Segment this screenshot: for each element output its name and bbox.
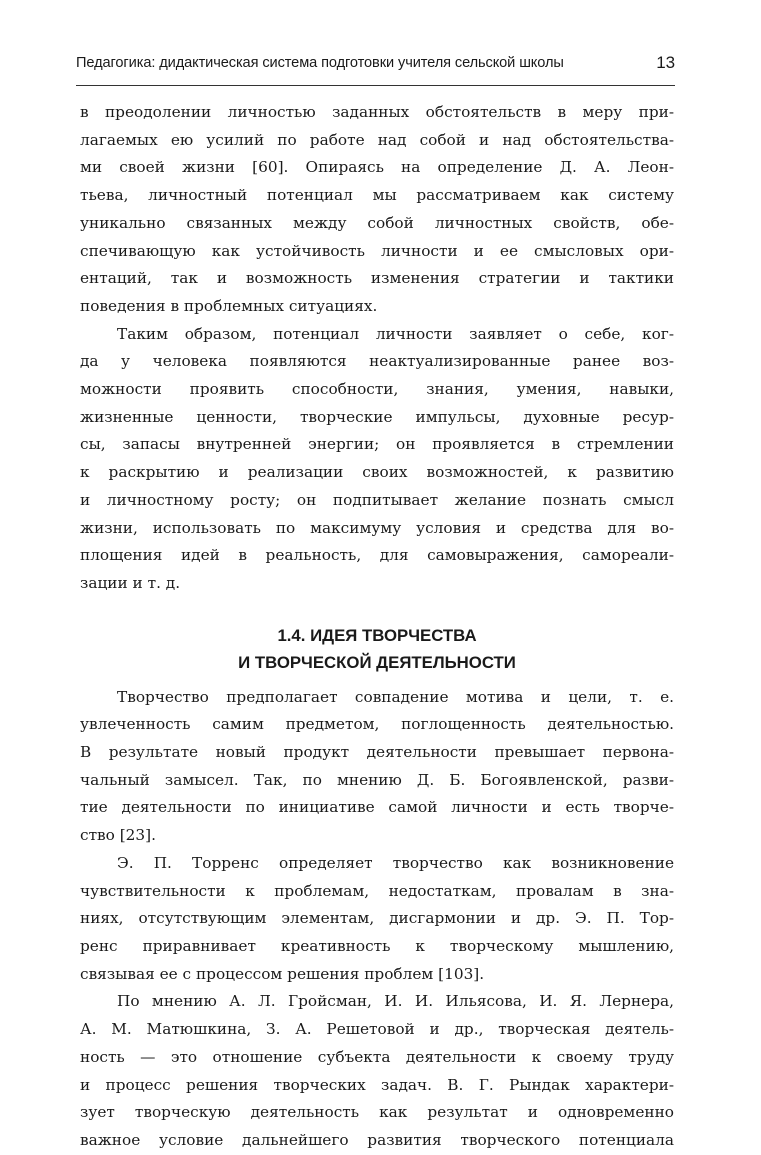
text-line: жизни, использовать по максимуму условия и средства для во- xyxy=(80,518,674,537)
text-line: зует творческую деятельность как результат и одновременно xyxy=(80,1103,674,1122)
text-line: площения идей в реальность, для самовыражения, самореали- xyxy=(80,546,674,565)
text-line: Творчество предполагает совпадение мотива и цели, т. е. xyxy=(117,687,674,706)
text-line: в преодолении личностью заданных обстоятельств в меру при- xyxy=(80,103,674,121)
text-line: ентаций, так и возможность изменения стратегии и тактики xyxy=(80,269,674,288)
text-line: А. М. Матюшкина, З. А. Решетовой и др., творческая деятель- xyxy=(80,1020,674,1039)
text-line: ность — это отношение субъекта деятельности к своему труду xyxy=(80,1047,674,1066)
text-line: связывая ее с процессом решения проблем [103]. xyxy=(80,964,485,983)
page-number: 13 xyxy=(656,53,675,72)
section-heading xyxy=(80,622,674,676)
text-line: тьева, личностный потенциал мы рассматриваем как систему xyxy=(80,186,674,205)
text-line: увлеченность самим предметом, поглощенность деятельностью. xyxy=(80,715,674,734)
text-line: чувствительности к проблемам, недостаткам, провалам в зна- xyxy=(80,881,674,900)
text-line: Э. П. Торренс определяет творчество как возникновение xyxy=(117,853,674,872)
paragraph-creativity xyxy=(80,684,674,850)
text-line: ренс приравнивает креативность к творческому мышлению, xyxy=(80,936,674,955)
text-line: и личностному росту; он подпитывает желание познать смысл xyxy=(80,490,674,509)
text-line: и процесс решения творческих задач. В. Г. Рындак характери- xyxy=(80,1075,674,1094)
text-line: сы, запасы внутренней энергии; он проявляется в стремлении xyxy=(80,435,674,454)
paragraph-torrance xyxy=(80,850,674,989)
text-line: По мнению А. Л. Гройсман, И. И. Ильясова, И. Я. Лернера, xyxy=(117,992,674,1011)
text-line: ми своей жизни [60]. Опираясь на определение Д. А. Леон- xyxy=(80,158,674,177)
text-line: Таким образом, потенциал личности заявляет о себе, ког- xyxy=(117,324,674,343)
paragraph-creative-activity xyxy=(80,988,674,1154)
section-heading-line: И ТВОРЧЕСКОЙ ДЕЯТЕЛЬНОСТИ xyxy=(238,652,516,672)
text-line: уникально связанных между собой личностных свойств, обе- xyxy=(80,213,674,232)
page-body xyxy=(80,99,674,1155)
text-line: поведения в проблемных ситуациях. xyxy=(80,296,378,315)
text-line: зации и т. д. xyxy=(80,573,181,592)
paragraph-continuation xyxy=(80,99,674,321)
text-line: к раскрытию и реализации своих возможностей, к развитию xyxy=(80,463,674,482)
text-line: да у человека появляются неактуализированные ранее воз- xyxy=(80,352,674,371)
text-line: важное условие дальнейшего развития творческого потенциала xyxy=(80,1130,674,1149)
text-line: чальный замысел. Так, по мнению Д. Б. Богоявленской, разви- xyxy=(80,770,674,789)
section-heading-line: 1.4. ИДЕЯ ТВОРЧЕСТВА xyxy=(277,625,477,645)
text-line: лагаемых ею усилий по работе над собой и над обстоятельства- xyxy=(80,130,674,149)
text-line: можности проявить способности, знания, умения, навыки, xyxy=(80,380,674,399)
text-line: ство [23]. xyxy=(80,826,156,845)
text-line: тие деятельности по инициативе самой личности и есть творче- xyxy=(80,798,674,817)
text-line: жизненные ценности, творческие импульсы, духовные ресур- xyxy=(80,407,674,426)
text-line: ниях, отсутствующим элементам, дисгармонии и др. Э. П. Тор- xyxy=(80,909,674,928)
running-header xyxy=(76,55,675,86)
running-title: Педагогика: дидактическая система подготовки учителя сельской школы xyxy=(76,55,564,71)
text-line: В результате новый продукт деятельности превышает первона- xyxy=(80,743,674,762)
paragraph-potential xyxy=(80,321,674,598)
text-line: спечивающую как устойчивость личности и ее смысловых ори- xyxy=(80,241,674,260)
